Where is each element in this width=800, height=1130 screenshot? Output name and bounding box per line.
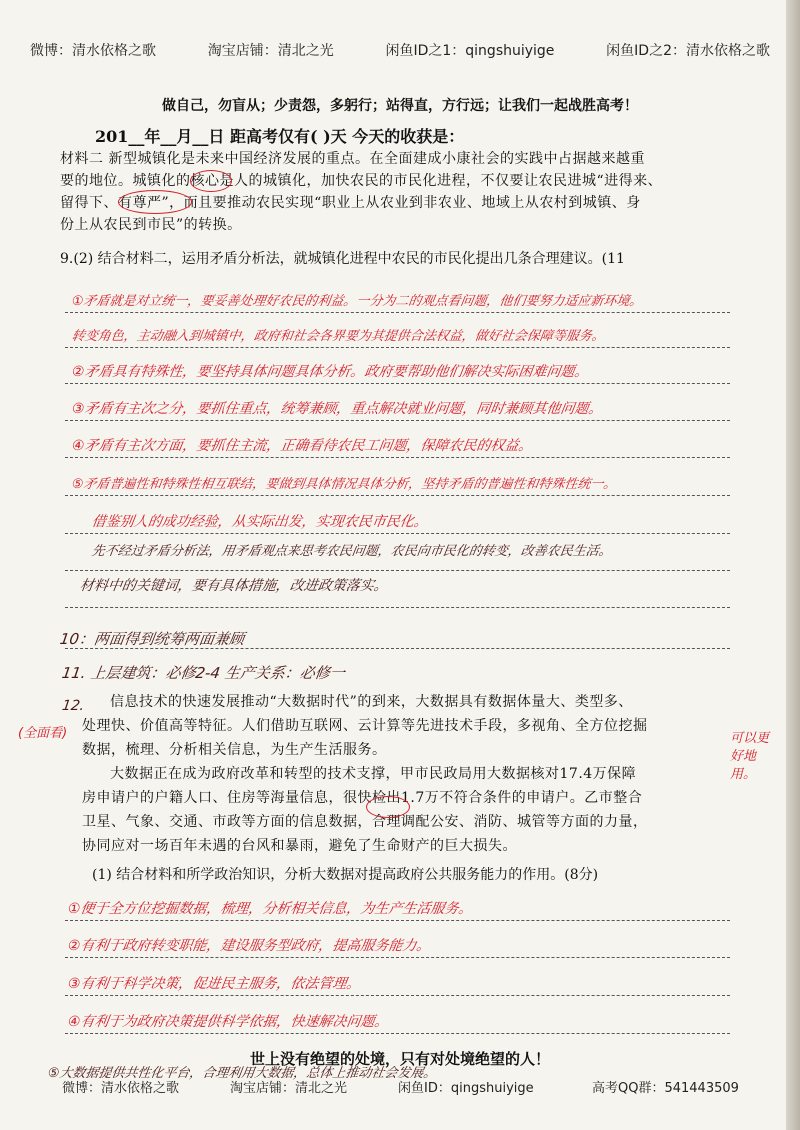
ink-circle xyxy=(118,190,192,214)
ruled-line xyxy=(65,1033,730,1034)
ruled-line xyxy=(65,495,730,496)
answer-12-line: ①便于全方位挖掘数据，梳理，分析相关信息，为生产生活服务。 xyxy=(66,901,474,917)
answer-9-line: ③矛盾有主次之分，要抓住重点，统筹兼顾，重点解决就业问题，同时兼顾其他问题。 xyxy=(70,401,604,417)
slogan: 世上没有绝望的处境，只有对处境绝望的人！ xyxy=(249,1050,550,1068)
header-bar xyxy=(30,40,770,60)
ruled-line xyxy=(65,347,730,348)
header-weibo: 微博：清水依格之歌 xyxy=(30,43,156,59)
ink-circle xyxy=(190,170,232,192)
footer-qq: 高考QQ群：541443509 xyxy=(592,1081,739,1096)
material-three-line: 处理快、价值高等特征。人们借助互联网、云计算等先进技术手段，多视角、全方位挖掘 xyxy=(82,718,648,734)
date-line: 201__年__月__日 距高考仅有( )天 今天的收获是： xyxy=(95,127,465,146)
answer-12-line: ④有利于为政府决策提供科学依据，快速解决问题。 xyxy=(66,1014,390,1030)
question-12-1: (1) 结合材料和所学政治知识，分析大数据对提高政府公共服务能力的作用。(8分) xyxy=(92,867,599,883)
ruled-line xyxy=(65,312,730,313)
ruled-line xyxy=(65,995,730,996)
answer-9-line: ②矛盾具有特殊性，要坚持具体问题具体分析。政府要帮助他们解决实际困难问题。 xyxy=(70,364,590,380)
answer-9-line: 先不经过矛盾分析法，用矛盾观点来思考农民问题，农民向市民化的转变，改善农民生活。 xyxy=(90,544,613,559)
margin-note-right: 可以更好地用。 xyxy=(730,731,770,782)
answer-9-line: ①矛盾就是对立统一，要妥善处理好农民的利益。一分为二的观点看问题，他们要努力适应新环境。 xyxy=(70,294,644,309)
answer-9-line: 材料中的关键词，要有具体措施，改进政策落实。 xyxy=(78,578,389,594)
ruled-line xyxy=(65,457,730,458)
footer-xianyu: 闲鱼ID：qingshuiyige xyxy=(398,1081,534,1096)
page-edge xyxy=(786,0,800,1130)
ruled-line xyxy=(65,920,730,921)
ruled-line xyxy=(65,570,730,571)
margin-note-left: (全面看) xyxy=(18,726,68,741)
material-three-line: 大数据正在成为政府改革和转型的技术支撑，甲市民政局用大数据核对17.4万保障 xyxy=(110,766,637,782)
answer-11: 11. 上层建筑：必修2-4 生产关系：必修一 xyxy=(60,664,347,682)
material-three xyxy=(82,690,722,858)
question-9: 9.(2) 结合材料二，运用矛盾分析法，就城镇化进程中农民的市民化提出几条合理建议。(11 xyxy=(60,251,625,267)
answer-9-line: 借鉴别人的成功经验，从实际出发，实现农民市民化。 xyxy=(90,514,429,530)
answer-9-line: ⑤矛盾普遍性和特殊性相互联结，要做到具体情况具体分析，坚持矛盾的普遍性和特殊性统一。 xyxy=(70,477,618,492)
material-two-line: 留得下、有尊严”，而且要推动农民实现“职业上从农业到非农业、地域上从农村到城镇、身 xyxy=(60,195,641,211)
material-three-line: 卫星、气象、交通、市政等方面的信息数据，合理调配公安、消防、城管等方面的力量， xyxy=(82,814,648,830)
bottom-handwritten-note: ⑤大数据提供共性化平台，合理利用大数据，总体上推动社会发展。 xyxy=(46,1066,438,1081)
ruled-line xyxy=(65,420,730,421)
material-three-line: 数据，梳理、分析相关信息，为生产生活服务。 xyxy=(82,742,387,758)
material-three-line: 信息技术的快速发展推动“大数据时代”的到来，大数据具有数据体量大、类型多、 xyxy=(110,694,633,710)
answer-12-line: ③有利于科学决策，促进民主服务，依法管理。 xyxy=(66,976,362,992)
material-three-line: 房申请户的户籍人口、住房等海量信息，很快检出1.7万不符合条件的申请户。乙市整合 xyxy=(82,790,643,806)
ruled-line xyxy=(65,957,730,958)
ink-circle xyxy=(366,796,410,818)
material-two-line: 要的地位。城镇化的核心是人的城镇化，加快农民的市民化进程，不仅要让农民进城“进得来、 xyxy=(60,173,663,189)
answer-12-line: ②有利于政府转变职能，建设服务型政府，提高服务能力。 xyxy=(66,938,432,954)
answer-9-line: 转变角色，主动融入到城镇中，政府和社会各界要为其提供合法权益，做好社会保障等服务。 xyxy=(70,329,606,344)
answer-10: 10：两面得到统筹两面兼顾 xyxy=(58,630,246,648)
material-two-line: 份上从农民到市民”的转换。 xyxy=(60,217,242,233)
footer-taobao: 淘宝店铺：清北之光 xyxy=(230,1081,348,1096)
ruled-line xyxy=(65,533,730,534)
question-12-number: 12. xyxy=(60,698,86,714)
header-taobao: 淘宝店铺：清北之光 xyxy=(207,43,334,59)
material-two-line: 材料二 新型城镇化是未来中国经济发展的重点。在全面建成小康社会的实践中占据越来越重 xyxy=(60,151,645,167)
material-three-line: 协同应对一场百年未遇的台风和暴雨，避免了生命财产的巨大损失。 xyxy=(82,838,517,854)
answer-9-line: ④矛盾有主次方面，要抓住主流，正确看待农民工问题，保障农民的权益。 xyxy=(70,438,534,454)
footer-weibo: 微博：清水依格之歌 xyxy=(62,1081,180,1096)
ruled-line xyxy=(65,607,730,608)
header-xianyu-2: 闲鱼ID之2：清水依格之歌 xyxy=(606,43,770,59)
motto: 做自己，勿盲从；少责怨，多躬行；站得直，方行远；让我们一起战胜高考！ xyxy=(162,98,638,114)
header-xianyu-1: 闲鱼ID之1：qingshuiyige xyxy=(385,43,555,59)
ruled-line xyxy=(65,383,730,384)
